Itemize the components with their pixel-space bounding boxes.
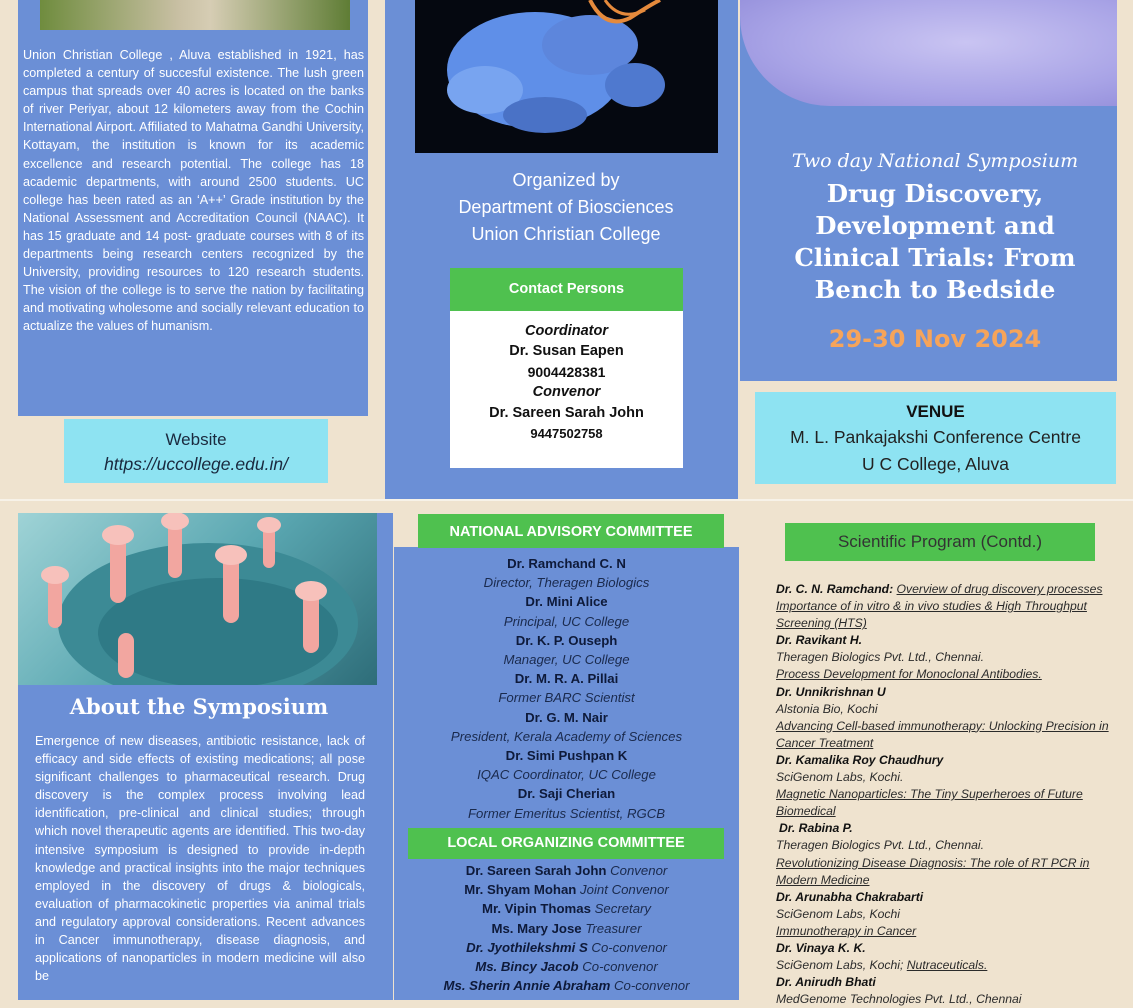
page-fold [0, 499, 1133, 501]
college-name: Union Christian College [471, 224, 661, 244]
nac-member-role: Former Emeritus Scientist, RGCB [467, 805, 666, 821]
talk-topic: Nutraceuticals. [906, 958, 988, 973]
contact-box [450, 311, 683, 468]
protein-structure-image [415, 0, 718, 153]
loc-member-name: Dr. Jyothilekshmi S [466, 939, 588, 955]
speaker-org: SciGenom Labs, Kochi. [776, 770, 904, 785]
loc-member-role: Co-convenor [614, 978, 690, 994]
loc-member [394, 957, 739, 976]
college-intro-panel [18, 0, 368, 416]
website-box [64, 419, 328, 483]
contact-header: Contact Persons [450, 268, 683, 311]
talk-topic: Overview of drug discovery processes Importance of in vitro & in vivo studies & High Throughput Screening (HTS) [776, 582, 1103, 631]
talk-topic: Process Development for Monoclonal Antibodies. [776, 667, 1042, 682]
loc-list [394, 861, 739, 995]
convenor-phone: 9447502758 [530, 426, 603, 441]
symposium-title [785, 178, 1085, 306]
nac-member-name: Dr. Ramchand C. N [507, 556, 626, 571]
speaker-name: Dr. Vinaya K. K. [776, 940, 866, 955]
venue-line-1: M. L. Pankajakshi Conference Centre [790, 427, 1081, 447]
talk-topic: Advancing Cell-based immunotherapy: Unlocking Precision in Cancer Treatment [776, 718, 1109, 750]
speaker-name: Dr. Ravikant H. [776, 633, 863, 648]
symposium-type: Two day National Symposium [791, 150, 1079, 172]
coordinator-name: Dr. Susan Eapen [509, 343, 624, 359]
loc-member [394, 899, 739, 918]
speaker-name: Dr. Rabina P. [779, 821, 853, 836]
about-panel [18, 513, 393, 1000]
about-text: Emergence of new diseases, antibiotic resistance, lack of efficacy and side effects of existing medications; all pose significant challenges to pharmaceutical research. Drug discovery is the complex process involving lead identification, pre-clinical and clinical studies; through which novel therapeutic agents are identified. This two-day intensive symposium is designed to provide in-depth knowledge and practical insights into the major techniques employed in the discovery of drugs & biologicals, evaluation of pharmacokinetic properties via animal trials and regulatory approval considerations. Recent advances in Cancer immunotherapy, disease diagnosis, and applications of nanoparticles in modern medicine will also be [35, 734, 365, 984]
nac-member-name: Dr. M. R. A. Pillai [514, 671, 619, 687]
about-title: About the Symposium [69, 694, 329, 719]
loc-member [394, 861, 739, 880]
college-intro-text: Union Christian College , Aluva established in 1921, has completed a century of succesful existence. The lush green campus that spreads over 40 acres is located on the banks of river Periyar, about 12 kilometers away from the Cochin International Airport. Affiliated to Mahatma Gandhi University, Kottayam, the institution is known for its academic excellence and research potential. The college has 18 academic departments, with around 2500 students. UC college has been rated as an ‘A++’ Grade institution by the National Assessment and Accreditation Council (NAAC). It has 15 graduate and 14 post- graduate courses with 8 of its departments being research centers recognized by the University, providing resources to 120 research students. The vision of the college is to serve the nation by facilitating and motivating wholesome and socially relevant education to actualize the values of humanism. [23, 48, 364, 334]
title-line-1: Drug Discovery, [826, 179, 1044, 208]
virus-illustration [18, 513, 377, 685]
department-name: Department of Biosciences [458, 197, 674, 217]
nac-member-role: Former BARC Scientist [498, 690, 635, 706]
loc-member-role: Joint Convenor [580, 882, 669, 898]
talk-topic: Revolutionizing Disease Diagnosis: The role of RT PCR in Modern Medicine [776, 855, 1090, 887]
loc-member [394, 880, 739, 899]
venue-box [755, 392, 1116, 484]
nac-member-role: Director, Theragen Biologics [483, 575, 650, 591]
venue-line-2: U C College, Aluva [862, 454, 1009, 474]
speaker-entry [776, 957, 1121, 974]
nac-member-role: President, Kerala Academy of Sciences [450, 728, 683, 744]
speaker-org: Theragen Biologics Pvt. Ltd., Chennai. [776, 838, 984, 853]
venue-label: VENUE [906, 402, 965, 421]
loc-member [394, 976, 739, 995]
speaker-name: Dr. Arunabha Chakrabarti [776, 889, 924, 904]
loc-member-name: Dr. Sareen Sarah John [465, 863, 607, 878]
talk-topic: Magnetic Nanoparticles: The Tiny Superheroes of Future Biomedical [776, 787, 1083, 819]
speaker-org: Alstonia Bio, Kochi [776, 701, 878, 716]
coordinator-label: Coordinator [525, 323, 608, 339]
convenor-label: Convenor [532, 384, 601, 400]
nac-member-role: Principal, UC College [503, 613, 630, 629]
loc-member-role: Treasurer [585, 920, 642, 936]
virus-image [18, 513, 377, 685]
speaker-org: SciGenom Labs, Kochi [776, 906, 900, 921]
loc-member-name: Ms. Bincy Jacob [475, 959, 579, 975]
coordinator-phone: 9004428381 [527, 364, 606, 380]
title-line-2: Development and [815, 211, 1055, 240]
loc-member-name: Mr. Shyam Mohan [464, 882, 577, 898]
talk-topic: Immunotherapy in Cancer [776, 923, 917, 938]
loc-member-role: Secretary [594, 901, 652, 917]
loc-member-role: Co-convenor [591, 939, 667, 955]
nac-list [394, 554, 739, 823]
nac-member-name: Dr. Simi Pushpan K [505, 748, 628, 764]
title-line-4: Bench to Bedside [814, 275, 1056, 304]
nac-member-name: Dr. Saji Cherian [517, 786, 616, 802]
loc-member-role: Convenor [610, 863, 668, 878]
speaker-org: MedGenome Technologies Pvt. Ltd., Chennai [776, 992, 1022, 1007]
speaker-entry [776, 581, 1121, 632]
title-panel [740, 0, 1117, 381]
nac-member-role: Manager, UC College [503, 652, 630, 668]
loc-header: LOCAL ORGANIZING COMMITTEE [408, 828, 724, 859]
cell-surface-image [740, 0, 1117, 106]
speaker-org: Theragen Biologics Pvt. Ltd., Chennai. [776, 650, 984, 665]
speaker-name: Dr. Kamalika Roy Chaudhury [776, 752, 944, 767]
nac-header: NATIONAL ADVISORY COMMITTEE [418, 514, 724, 548]
nac-member-name: Dr. G. M. Nair [525, 709, 608, 725]
loc-member-name: Ms. Mary Jose [491, 920, 582, 936]
campus-photo [40, 0, 350, 30]
loc-member [394, 919, 739, 938]
nac-member-name: Dr. Mini Alice [525, 594, 608, 610]
loc-member [394, 938, 739, 957]
speaker-org: SciGenom Labs, Kochi; [776, 958, 904, 973]
speaker-name: Dr. Unnikrishnan U [776, 684, 886, 699]
organizer-panel [385, 0, 738, 499]
website-label: Website [165, 430, 227, 449]
organized-by-label: Organized by [512, 170, 620, 190]
nac-member-role: IQAC Coordinator, UC College [477, 767, 656, 783]
nac-member-name: Dr. K. P. Ouseph [515, 632, 618, 648]
symposium-dates: 29-30 Nov 2024 [828, 325, 1042, 353]
title-line-3: Clinical Trials: From [794, 243, 1076, 272]
speaker-name: Dr. C. N. Ramchand: [776, 582, 894, 596]
loc-member-name: Ms. Sherin Annie Abraham [443, 978, 611, 994]
loc-member-name: Mr. Vipin Thomas [481, 901, 591, 917]
website-link[interactable]: https://uccollege.edu.in/ [104, 454, 288, 474]
speaker-name: Dr. Anirudh Bhati [776, 975, 876, 990]
protein-illustration [415, 0, 718, 153]
sci-header: Scientific Program (Contd.) [785, 523, 1095, 561]
loc-member-role: Co-convenor [582, 959, 658, 975]
scientific-program [776, 581, 1121, 1008]
convenor-name: Dr. Sareen Sarah John [489, 405, 644, 421]
